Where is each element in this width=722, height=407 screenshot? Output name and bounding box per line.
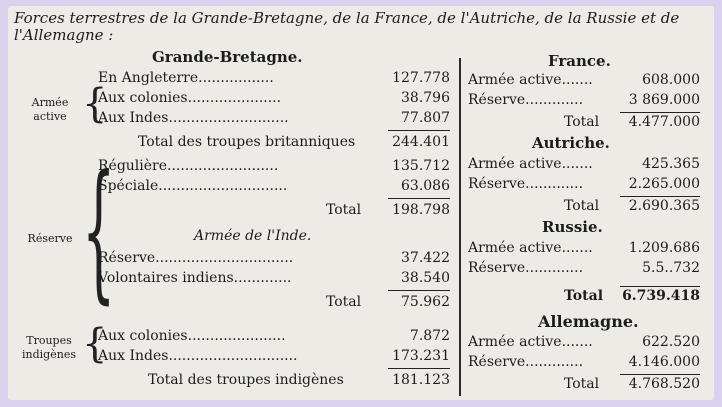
russie-reserve-value: 5.5..732 [642, 260, 700, 276]
france-rule [620, 112, 700, 113]
row-reguliere-label: Régulière......................... [98, 158, 279, 174]
table-title: Forces terrestres de la Grande-Bretagne, de la France, de l'Autriche, de la Russie et de l'Allemagne : [14, 9, 680, 44]
row-speciale-value: 63.086 [401, 178, 450, 194]
total1-label: Total [326, 202, 362, 218]
autriche-active-value: 425.365 [642, 156, 700, 172]
russie-active-value: 1.209.686 [628, 240, 700, 256]
row-volontaires-value: 38.540 [401, 270, 450, 286]
autriche-total-label: Total [564, 198, 600, 214]
row-indig-colonies-value: 7.872 [409, 328, 450, 344]
france-total-value: 4.477.000 [628, 114, 700, 130]
russie-rule [620, 286, 700, 287]
row-indig-indes-value: 173.231 [392, 348, 450, 364]
allemagne-heading: Allemagne. [538, 312, 639, 331]
france-active-label: Armée active....... [468, 72, 593, 88]
total-indig-label: Total des troupes indigènes [148, 372, 344, 388]
column-divider [459, 58, 461, 396]
russie-heading: Russie. [542, 218, 603, 236]
gb-heading: Grande-Bretagne. [152, 48, 303, 66]
reserve-label: Réserve [27, 232, 73, 245]
troupes-indigenes-label: Troupes indigènes [22, 334, 76, 361]
allemagne-total-value: 4.768.520 [628, 376, 700, 392]
row-inde-reserve-value: 37.422 [401, 250, 450, 266]
france-total-label: Total [564, 114, 600, 130]
armee-active-label: Armée active [31, 96, 69, 123]
allemagne-reserve-label: Réserve............. [468, 354, 584, 370]
rule-3 [388, 290, 450, 291]
france-reserve-label: Réserve............. [468, 92, 584, 108]
russie-reserve-label: Réserve............. [468, 260, 584, 276]
total1-value: 198.798 [392, 202, 450, 218]
russie-total-label: Total [564, 288, 604, 304]
allemagne-rule [620, 374, 700, 375]
autriche-reserve-label: Réserve............. [468, 176, 584, 192]
row-angleterre-value: 127.778 [392, 70, 450, 86]
autriche-total-value: 2.690.365 [628, 198, 700, 214]
document-page [8, 6, 714, 400]
allemagne-active-label: Armée active....... [468, 334, 593, 350]
allemagne-active-value: 622.520 [642, 334, 700, 350]
autriche-rule [620, 196, 700, 197]
brace-indigenes: { [82, 321, 108, 367]
russie-active-label: Armée active....... [468, 240, 593, 256]
brace-active: { [82, 81, 108, 127]
row-speciale-label: Spéciale............................. [98, 178, 288, 194]
france-heading: France. [548, 52, 611, 70]
rule-2 [388, 198, 450, 199]
allemagne-total-label: Total [564, 376, 600, 392]
allemagne-reserve-value: 4.146.000 [628, 354, 700, 370]
france-active-value: 608.000 [642, 72, 700, 88]
row-reguliere-value: 135.712 [392, 158, 450, 174]
row-indig-indes-label: Aux Indes............................. [98, 348, 298, 364]
total-brit-label: Total des troupes britanniques [138, 134, 356, 150]
rule-1 [388, 130, 450, 131]
autriche-reserve-value: 2.265.000 [628, 176, 700, 192]
autriche-active-label: Armée active....... [468, 156, 593, 172]
row-volontaires-label: Volontaires indiens............. [98, 270, 292, 286]
row-indes-value: 77.807 [401, 110, 450, 126]
row-indig-colonies-label: Aux colonies...................... [98, 328, 286, 344]
brace-reserve: { [82, 144, 116, 318]
total2-label: Total [326, 294, 362, 310]
total-indig-value: 181.123 [392, 372, 450, 388]
total2-value: 75.962 [401, 294, 450, 310]
row-angleterre-label: En Angleterre................. [98, 70, 274, 86]
row-inde-reserve-label: Réserve............................... [98, 250, 294, 266]
rule-4 [388, 368, 450, 369]
row-colonies-value: 38.796 [401, 90, 450, 106]
autriche-heading: Autriche. [532, 134, 610, 152]
inde-heading: Armée de l'Inde. [194, 228, 312, 244]
total-brit-value: 244.401 [392, 134, 450, 150]
russie-total-value: 6.739.418 [622, 288, 700, 304]
row-indes-label: Aux Indes........................... [98, 110, 289, 126]
row-colonies-label: Aux colonies..................... [98, 90, 282, 106]
france-reserve-value: 3 869.000 [628, 92, 700, 108]
